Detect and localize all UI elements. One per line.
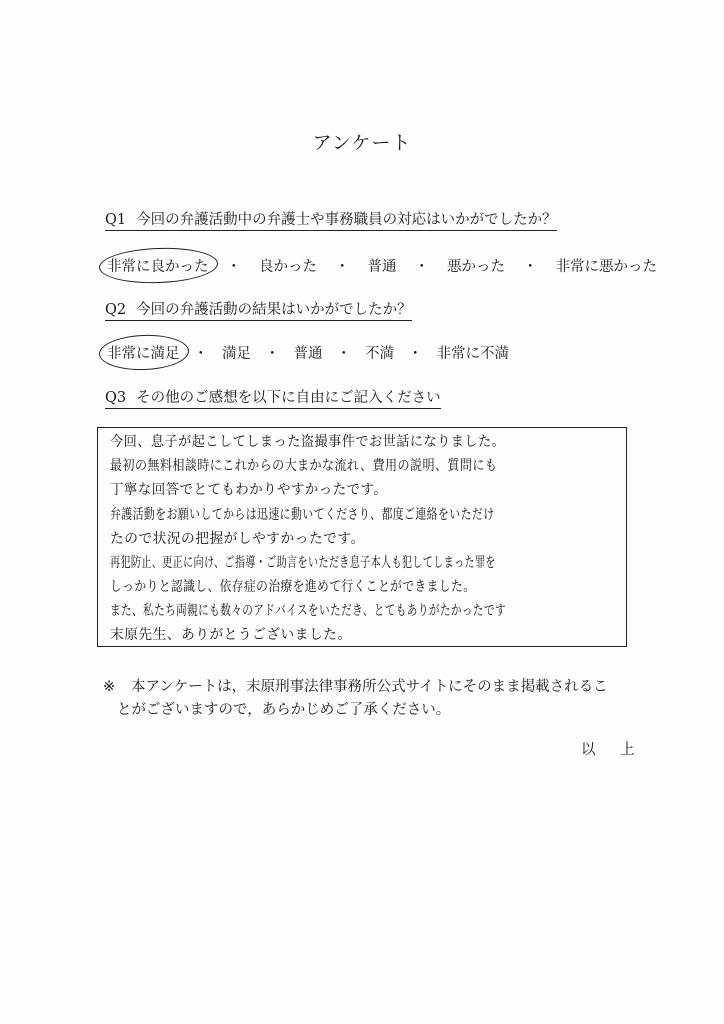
handwritten-line: 再犯防止、更正に向け、ご指導・ご助言をいただき息子本人も犯してしまった罪を [110, 555, 496, 571]
q1-option-good: 良かった [259, 259, 317, 275]
question-3-number: Q3 [105, 390, 127, 406]
free-comment-box [97, 427, 627, 647]
note-mark: ※ [103, 679, 116, 695]
handwritten-line: 末原先生、ありがとうございました。 [110, 627, 352, 643]
note-line-1: 本アンケートは，末原刑事法律事務所公式サイトにそのまま掲載されるこ [131, 679, 608, 695]
option-separator: ・ [408, 346, 423, 362]
q2-option-dissatisfied: 不満 [365, 346, 394, 362]
handwritten-line: しっかりと認識し、依存症の治療を進めて行くことができました。 [110, 579, 476, 595]
q2-option-very-dissatisfied: 非常に不満 [436, 346, 509, 362]
question-2-text: 今回の弁護活動の結果はいかがでしたか？ [136, 302, 412, 318]
option-separator: ・ [335, 259, 350, 275]
option-separator: ・ [265, 346, 280, 362]
q2-option-very-satisfied: 非常に満足 [105, 342, 182, 363]
handwritten-line: 今回、息子が起こしてしまった盗撮事件でお世話になりました。 [110, 434, 506, 450]
question-2-options [105, 342, 511, 363]
option-separator: ・ [193, 346, 208, 362]
handwritten-line: 最初の無料相談時にこれからの大まかな流れ、費用の説明、質問にも [110, 458, 498, 474]
disclaimer-note [103, 676, 637, 722]
q1-option-bad: 悪かった [447, 259, 505, 275]
handwritten-line: たので状況の把握がしやすかったです。 [110, 531, 365, 547]
question-2-number: Q2 [105, 302, 127, 318]
q1-option-very-good: 非常に良かった [105, 255, 211, 276]
q2-option-satisfied: 満足 [222, 346, 251, 362]
option-separator: ・ [226, 259, 241, 275]
page-title: アンケート [312, 132, 412, 154]
question-1-options [105, 255, 659, 276]
q1-option-normal: 普通 [367, 259, 397, 275]
handwritten-line: また、私たち両親にも数々のアドバイスをいただき、とてもありがたかったです [110, 603, 506, 619]
q2-option-normal: 普通 [293, 346, 323, 362]
question-1-number: Q1 [105, 212, 127, 228]
note-line-2: とがございますので，あらかじめご了承ください。 [117, 702, 451, 718]
handwritten-line: 弁護活動をお願いしてからは迅速に動いてくださり、都度ご連絡をいただけ [110, 507, 495, 523]
option-separator: ・ [414, 259, 429, 275]
closing-text: 以 上 [581, 742, 645, 758]
question-2 [105, 298, 412, 321]
option-separator: ・ [523, 259, 538, 275]
question-3-text: その他のご感想を以下に自由にご記入ください [136, 390, 441, 406]
question-1 [105, 208, 557, 231]
option-separator: ・ [336, 346, 351, 362]
handwritten-line: 丁寧な回答でとてもわかりやすかったです。 [110, 482, 388, 498]
question-1-text: 今回の弁護活動中の弁護士や事務職員の対応はいかがでしたか？ [136, 212, 557, 228]
question-3 [105, 386, 441, 409]
q1-option-very-bad: 非常に悪かった [555, 259, 657, 275]
